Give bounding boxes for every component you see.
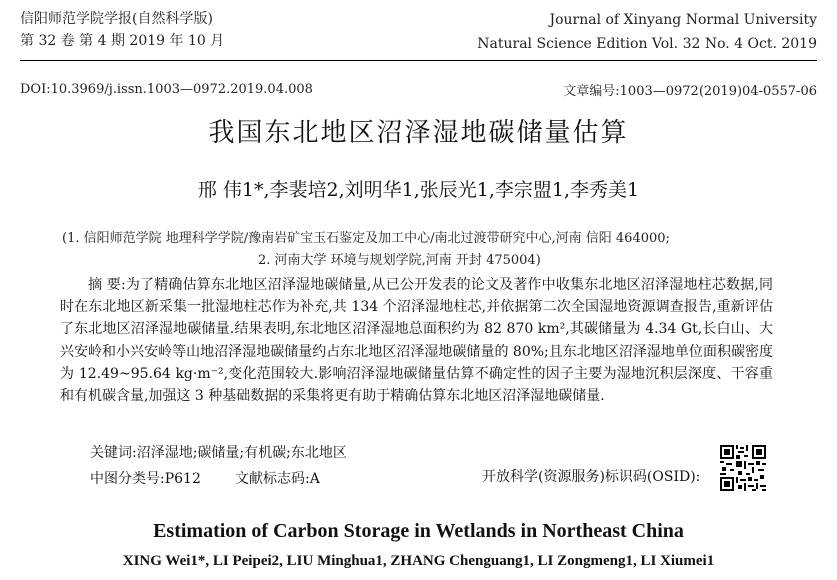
article-number: 文章编号:1003—0972(2019)04-0557-06 bbox=[563, 84, 817, 99]
document-code: 文献标志码:A bbox=[235, 471, 320, 487]
clc-number: 中图分类号:P612 bbox=[90, 471, 201, 487]
title-en: Estimation of Carbon Storage in Wetlands in Northeast China bbox=[153, 520, 684, 542]
journal-name-en: Journal of Xinyang Normal University bbox=[549, 12, 817, 28]
doi: DOI:10.3969/j.issn.1003—0972.2019.04.008 bbox=[20, 82, 313, 97]
authors-zh: 邢 伟1*,李裴培2,刘明华1,张辰光1,李宗盟1,李秀美1 bbox=[197, 179, 640, 201]
title-zh: 我国东北地区沼泽湿地碳储量估算 bbox=[208, 118, 629, 148]
header-rule bbox=[20, 60, 817, 61]
affiliation-line-1: (1. 信阳师范学院 地理科学学院/豫南岩矿宝玉石鉴定及加工中心/南北过渡带研究中心,河南 信阳 464000; bbox=[62, 231, 670, 246]
affiliation-line-2: 2. 河南大学 环境与规划学院,河南 开封 475004) bbox=[258, 253, 541, 268]
abstract: 摘 要:为了精确估算东北地区沼泽湿地碳储量,从已公开发表的论文及著作中收集东北地区沼泽湿地柱芯数据,同时在东北地区新采集一批湿地柱芯作为补充,共 134 个沼泽湿地柱芯,并依据第二次全国湿地资源调查报告,重新评估了东北地区沼泽湿地碳储量.结果表明,东北地区沼泽湿地总面积约为 82 870 km²,其碳储量为 4.34 Gt,长白山、大兴安岭和小兴安岭等山地沼泽湿地碳储量约占东北地区沼泽湿地碳储量的 80%;且东北地区沼泽湿地单位面积碳密度为 12.49~95.64 kg·m⁻²,变化范围较大.影响沼泽湿地碳储量估算不确定性的因子主要为湿地沉积层深度、干容重和有机碳含量,加强这 3 种基础数据的采集将更有助于精确估算东北地区沼泽湿地碳储量. bbox=[60, 277, 773, 405]
issue-info-en: Natural Science Edition Vol. 32 No. 4 Oct. 2019 bbox=[477, 36, 817, 52]
journal-name-zh: 信阳师范学院学报(自然科学版) bbox=[20, 11, 213, 27]
keywords: 关键词:沼泽湿地;碳储量;有机碳;东北地区 bbox=[90, 445, 347, 461]
authors-en: XING Wei1*, LI Peipei2, LIU Minghua1, ZHANG Chenguang1, LI Zongmeng1, LI Xiumei1 bbox=[122, 553, 715, 569]
osid-label: 开放科学(资源服务)标识码(OSID): bbox=[482, 469, 701, 485]
issue-info-zh: 第 32 卷 第 4 期 2019 年 10 月 bbox=[20, 33, 225, 49]
qr-code-icon bbox=[720, 445, 766, 491]
